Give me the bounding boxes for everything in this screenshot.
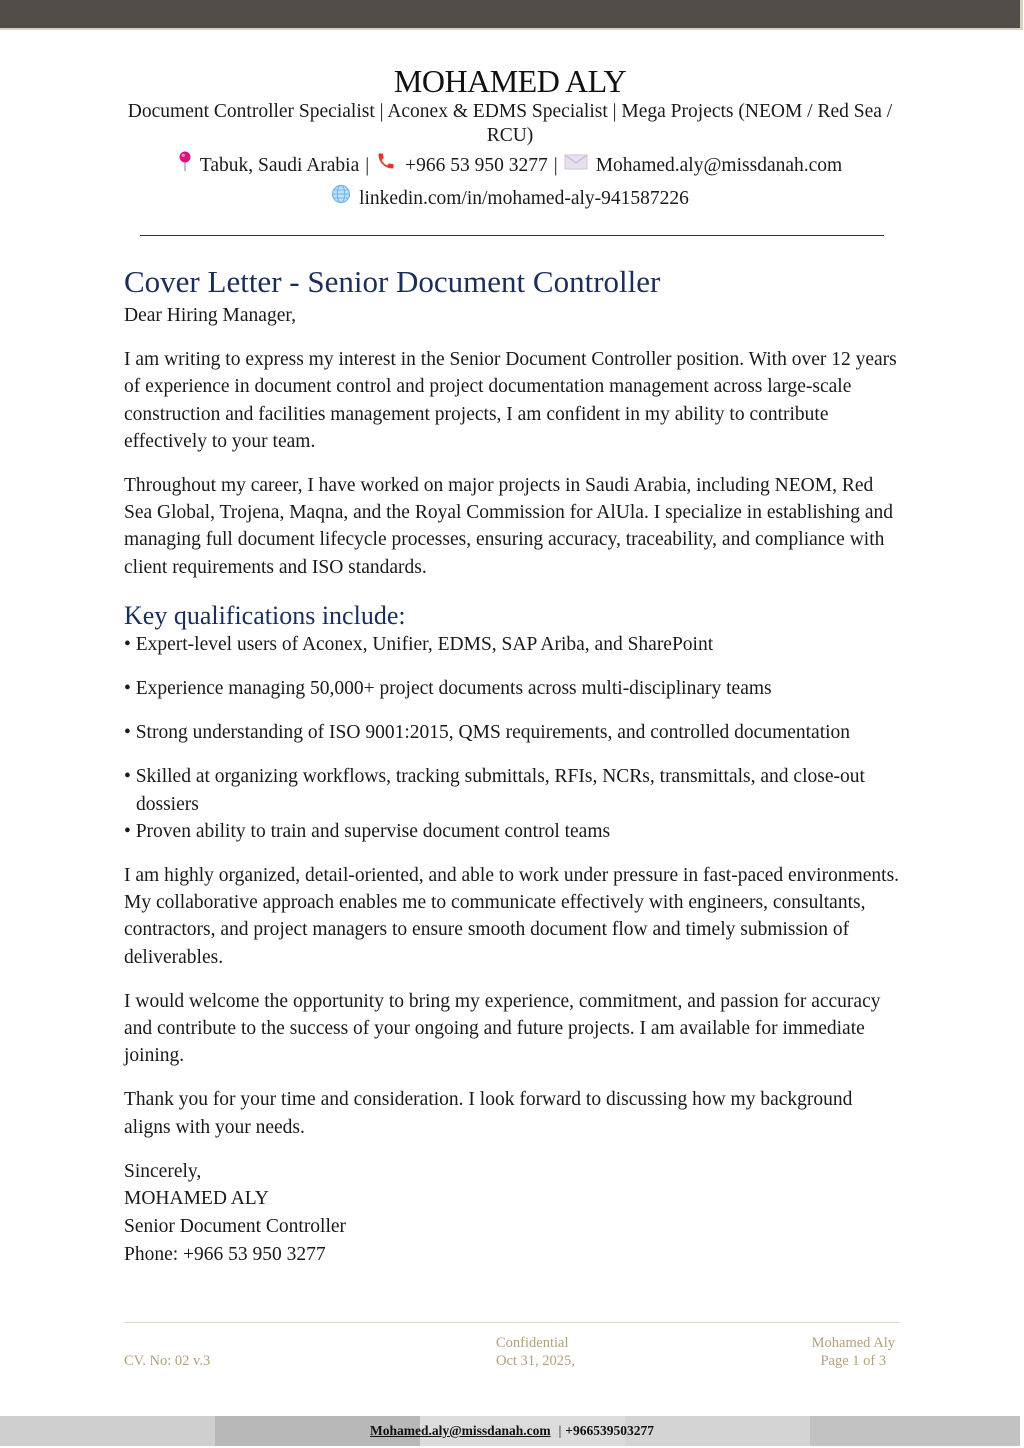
candidate-headline: Document Controller Specialist | Aconex & EDMS Specialist | Mega Projects (NEOM / Red Sea / RCU) xyxy=(127,101,893,146)
signature-block xyxy=(124,1158,900,1268)
letter-title: Cover Letter - Senior Document Controller xyxy=(124,264,661,299)
page-number: Page 1 of 3 xyxy=(820,1353,887,1369)
opportunity-paragraph: I would welcome the opportunity to bring my experience, commitment, and passion for accuracy and contribute to the success of your ongoing and future projects. I am available for immediate joining. xyxy=(124,990,881,1067)
email-link[interactable]: Mohamed.aly@missdanah.com xyxy=(595,155,843,176)
bottom-phone: +966539503277 xyxy=(565,1423,654,1438)
intro-paragraph: I am writing to express my interest in the Senior Document Controller position. With over 12 years of experience in document control and project documentation management across large-scale construction and facilities management projects, I am confident in my ability to contribute effectively to your team. xyxy=(124,349,897,452)
bottom-email-link[interactable]: Mohamed.aly@missdanah.com xyxy=(370,1423,551,1438)
experience-paragraph: Throughout my career, I have worked on major projects in Saudi Arabia, including NEOM, Red Sea Global, Trojena, Maqna, and the Royal Commission for AlUla. I specialize in establishing and managing full document lifecycle processes, ensuring accuracy, traceability, and compliance with client requirements and ISO standards. xyxy=(124,475,894,578)
bottom-bar-contact xyxy=(0,1416,1024,1446)
linkedin-line xyxy=(110,184,910,214)
list-item: • Strong understanding of ISO 9001:2015, QMS requirements, and controlled documentation xyxy=(124,722,851,744)
phone-icon xyxy=(375,151,397,181)
contact-line xyxy=(110,150,910,182)
signoff: Sincerely, xyxy=(124,1160,202,1182)
map-pin-icon xyxy=(178,150,192,182)
list-item: • Experience managing 50,000+ project documents across multi-disciplinary teams xyxy=(124,678,772,700)
skills-paragraph: I am highly organized, detail-oriented, and able to work under pressure in fast-paced environments. My collaborative approach enables me to communicate effectively with engineers, consultants, contractors, and project managers to ensure smooth document flow and timely submission of deliverables. xyxy=(124,865,900,968)
header-divider xyxy=(140,235,884,236)
list-item: • Skilled at organizing workflows, tracking submittals, RFIs, NCRs, transmittals, and close-out dossiers xyxy=(124,766,865,815)
candidate-name: MOHAMED ALY xyxy=(393,63,627,99)
signature-name: MOHAMED ALY xyxy=(124,1188,269,1210)
footer-center xyxy=(496,1334,575,1370)
cv-number: CV. No: 02 v.3 xyxy=(124,1353,211,1369)
envelope-icon xyxy=(564,151,588,181)
qualifications-list xyxy=(124,631,900,845)
confidential-label: Confidential xyxy=(496,1335,569,1351)
footer-divider xyxy=(124,1322,900,1323)
footer-right xyxy=(812,1334,895,1370)
greeting: Dear Hiring Manager, xyxy=(124,305,296,326)
footer-author: Mohamed Aly xyxy=(811,1335,895,1351)
phone-text[interactable]: +966 53 950 3277 xyxy=(405,155,548,176)
qualifications-heading: Key qualifications include: xyxy=(124,600,406,630)
linkedin-link[interactable]: linkedin.com/in/mohamed-aly-941587226 xyxy=(359,188,689,209)
resume-header xyxy=(110,62,910,214)
signature-phone: Phone: +966 53 950 3277 xyxy=(124,1243,326,1265)
location-text: Tabuk, Saudi Arabia xyxy=(199,155,360,176)
top-bar xyxy=(0,0,1023,30)
signature-title: Senior Document Controller xyxy=(124,1216,347,1238)
separator: | xyxy=(365,155,370,176)
separator: | xyxy=(558,1423,562,1438)
thanks-paragraph: Thank you for your time and consideration. I look forward to discussing how my background aligns with your needs. xyxy=(124,1089,853,1138)
list-item: • Expert-level users of Aconex, Unifier, EDMS, SAP Ariba, and SharePoint xyxy=(124,633,714,655)
separator: | xyxy=(553,155,558,176)
globe-icon xyxy=(331,184,351,214)
letter-body xyxy=(124,263,900,1268)
footer-date: Oct 31, 2025, xyxy=(496,1353,575,1369)
list-item: • Proven ability to train and supervise document control teams xyxy=(124,820,611,842)
